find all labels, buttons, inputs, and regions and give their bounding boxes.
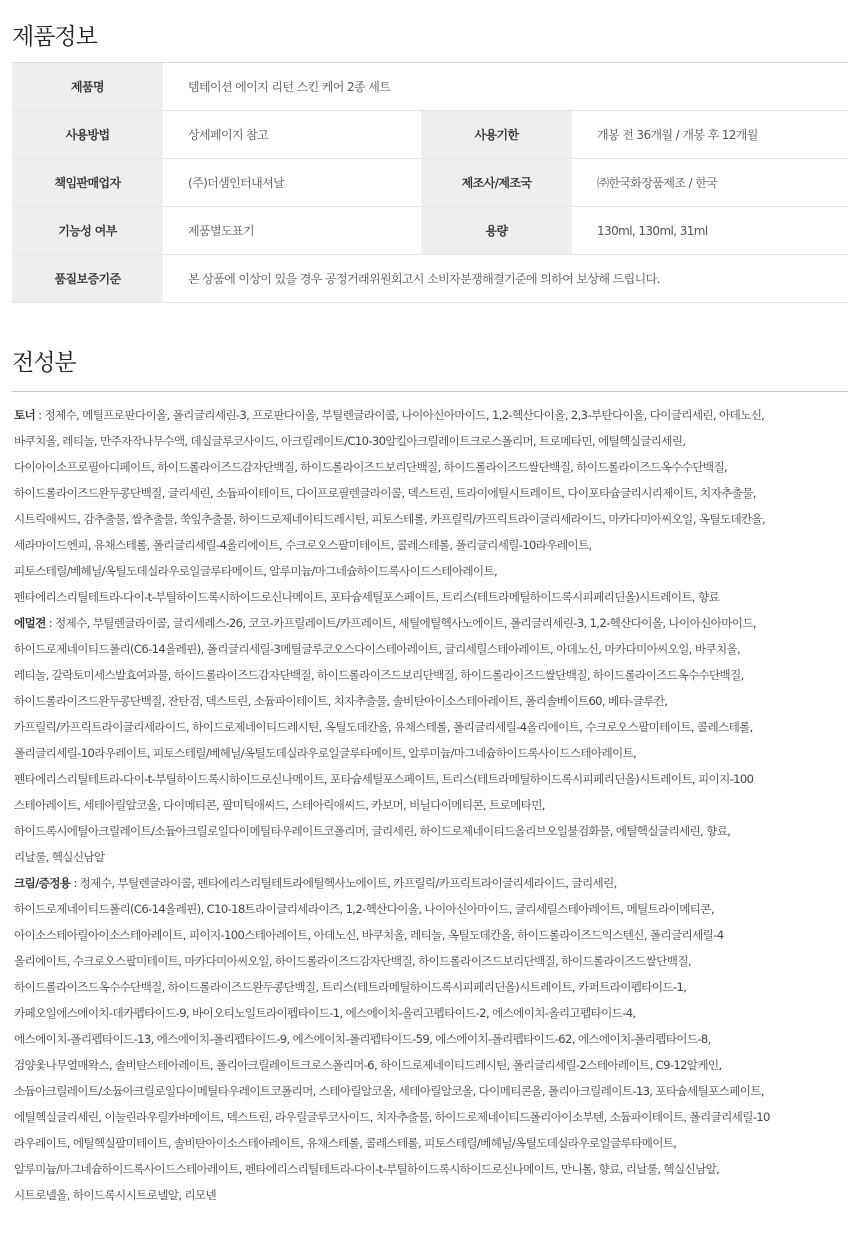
ingredient-text: 정제수, 메틸프로판다이올, 폴리글리세린-3, 프로판다이올, 부틸렌글라이콜, 나이아신아마이드, 1,2-헥산다이올, 2,3-부탄다이올, 다이글리세린, 아데노신, bbox=[44, 408, 765, 422]
value-expiry: 개봉 전 36개월 / 개봉 후 12개월 bbox=[572, 111, 848, 159]
value-manufacturer: ㈜한국화장품제조 / 한국 bbox=[572, 159, 848, 207]
ingredient-text: 하이드롤라이즈드완두콩단백질, 글리세린, 소듐파이테이트, 다이프로필렌글라이콜, 덱스트린, 트라이에틸시트레이트, 다이포타슘글리시리제이트, 치자추출물, bbox=[14, 486, 756, 500]
ingredient-text: 하이드롤라이즈드옥수수단백질, 하이드롤라이즈드완두콩단백질, 트리스(테트라메틸하이드록시피페리딘올)시트레이트, 카퍼트라이펩타이드-1, bbox=[14, 980, 687, 994]
label-usage: 사용방법 bbox=[12, 111, 163, 159]
ingredient-line bbox=[14, 688, 848, 714]
info-row-usage bbox=[12, 111, 848, 159]
ingredient-product-label: 에멀젼 bbox=[14, 616, 46, 630]
ingredient-line bbox=[14, 454, 848, 480]
ingredient-text: 검양옻나무열매왁스, 솔비탄스테아레이트, 폴리아크릴레이트크로스폴리머-6, 하이드로제네이티드레시틴, 폴리글리세릴-2스테아레이트, C9-12알케인, bbox=[14, 1058, 722, 1072]
ingredient-text: 올리에이트, 수크로오스팔미테이트, 마카다미아씨오일, 하이드롤라이즈드감자단백질, 하이드롤라이즈드보리단백질, 하이드롤라이즈드쌀단백질, bbox=[14, 954, 691, 968]
ingredient-text: 에틸헥실글리세린, 이눌린라우릴카바메이트, 덱스트린, 라우릴글루코사이드, 치자추출물, 하이드로제네이티드폴리아이소부텐, 소듐파이테이트, 폴리글리세릴-10 bbox=[14, 1110, 770, 1124]
ingredient-line bbox=[14, 1104, 848, 1130]
ingredient-line: 에멀젼 : 정제수, 부틸렌글라이콜, 글리세레스-26, 코코-카프릴레이트/카프레이트, 세틸에틸헥사노에이트, 폴리글리세린-3, 1,2-헥산다이올, 나이아신아마이드, bbox=[14, 616, 756, 630]
ingredient-text: 아이소스테아릴아이소스테아레이트, 피이지-100스테아레이트, 아데노신, 바쿠치올, 레티놀, 옥틸도데칸올, 하이드롤라이즈드익스텐신, 폴리글리세릴-4 bbox=[14, 928, 724, 942]
ingredients-cream bbox=[14, 870, 848, 1208]
ingredient-line bbox=[14, 532, 848, 558]
ingredient-line bbox=[14, 428, 848, 454]
ingredient-line bbox=[14, 974, 848, 1000]
ingredient-text: 정제수, 부틸렌글라이콜, 펜타에리스리틸테트라에틸헥사노에이트, 카프릴릭/카프릭트라이글리세라이드, 글리세린, bbox=[79, 876, 617, 890]
value-product-name: 템테이션 에이지 리턴 스킨 케어 2종 세트 bbox=[163, 63, 848, 111]
ingredient-line bbox=[14, 766, 848, 792]
ingredient-line bbox=[14, 922, 848, 948]
ingredient-text: 정제수, 부틸렌글라이콜, 글리세레스-26, 코코-카프릴레이트/카프레이트, 세틸에틸헥사노에이트, 폴리글리세린-3, 1,2-헥산다이올, 나이아신아마이드, bbox=[54, 616, 756, 630]
ingredient-line bbox=[14, 948, 848, 974]
info-row-quality bbox=[12, 255, 848, 303]
ingredient-line bbox=[14, 1182, 848, 1208]
ingredient-text: 하이드록시에틸아크릴레이트/소듐아크릴로일다이메틸타우레이트코폴리머, 글리세린, 하이드로제네이티드올리브오일불검화물, 에틸헥실글리세린, 향료, bbox=[14, 824, 731, 838]
ingredient-product-label: 토너 bbox=[14, 408, 36, 422]
value-functional: 제품별도표기 bbox=[163, 207, 421, 255]
ingredient-line bbox=[14, 1000, 848, 1026]
ingredient-line bbox=[14, 480, 848, 506]
ingredient-text: 피토스테릴/베헤닐/옥틸도데실라우로일글루타메이트, 알루미늄/마그네슘하이드록사이드스테아레이트, bbox=[14, 564, 498, 578]
ingredients-toner bbox=[14, 402, 848, 610]
ingredient-line bbox=[14, 740, 848, 766]
value-quality: 본 상품에 이상이 있을 경우 공정거래위원회고시 소비자분쟁해결기준에 의하여 보상해 드립니다. bbox=[163, 255, 848, 303]
label-functional: 기능성 여부 bbox=[12, 207, 163, 255]
ingredient-text: 리날룰, 헥실신남알 bbox=[14, 850, 105, 864]
label-product-name: 제품명 bbox=[12, 63, 163, 111]
ingredient-text: 폴리글리세릴-10라우레이트, 피토스테릴/베헤닐/옥틸도데실라우로일글루타메이트, 알루미늄/마그네슘하이드록사이드스테아레이트, bbox=[14, 746, 637, 760]
label-quality: 품질보증기준 bbox=[12, 255, 163, 303]
ingredient-text: 카프릴릭/카프릭트라이글리세라이드, 하이드로제네이티드레시틴, 옥틸도데칸올, 유채스테롤, 폴리글리세릴-4올리에이트, 수크로오스팔미테이트, 콜레스테롤, bbox=[14, 720, 753, 734]
info-row-seller bbox=[12, 159, 848, 207]
ingredient-text: 스테아레이트, 세테아릴알코올, 다이메티콘, 팔미틱애씨드, 스테아릭애씨드, 카보머, 비닐다이메티콘, 트로메타민, bbox=[14, 798, 545, 812]
ingredient-text: 라우레이트, 에틸헥실팔미테이트, 솔비탄아이소스테아레이트, 유채스테롤, 콜레스테롤, 피토스테릴/베헤닐/옥틸도데실라우로일글루타메이트, bbox=[14, 1136, 677, 1150]
value-seller: (주)더샘인터내셔날 bbox=[163, 159, 421, 207]
ingredient-text: 소듐아크릴레이트/소듐아크릴로일다이메틸타우레이트코폴리머, 스테아릴알코올, 세테아릴알코올, 다이메티콘올, 폴리아크릴레이트-13, 포타슘세틸포스페이트, bbox=[14, 1084, 764, 1098]
ingredients-list bbox=[14, 402, 848, 1208]
ingredient-line bbox=[14, 1052, 848, 1078]
ingredient-line bbox=[14, 1026, 848, 1052]
ingredient-text: 시트릭애씨드, 감추출물, 쌀추출물, 쑥잎추출물, 하이드로제네이티드레시틴, 피토스테롤, 카프릴릭/카프릭트라이글리세라이드, 마카다미아씨오일, 옥틸도데칸올, bbox=[14, 512, 766, 526]
ingredient-text: 카페오일에스에이치-데카펩타이드-9, 바이오티노일트라이펩타이드-1, 에스에이치-올리고펩타이드-2, 에스에이치-올리고펩타이드-4, bbox=[14, 1006, 636, 1020]
ingredient-line bbox=[14, 636, 848, 662]
ingredient-line bbox=[14, 662, 848, 688]
ingredients-emulsion bbox=[14, 610, 848, 870]
ingredient-line bbox=[14, 1156, 848, 1182]
ingredient-line bbox=[14, 506, 848, 532]
ingredient-text: 레티놀, 갈락토미세스발효여과물, 하이드롤라이즈드감자단백질, 하이드롤라이즈드보리단백질, 하이드롤라이즈드쌀단백질, 하이드롤라이즈드옥수수단백질, bbox=[14, 668, 744, 682]
info-row-functional bbox=[12, 207, 848, 255]
ingredient-text: 다이아이소프로필아디페이트, 하이드롤라이즈드감자단백질, 하이드롤라이즈드보리단백질, 하이드롤라이즈드쌀단백질, 하이드롤라이즈드옥수수단백질, bbox=[14, 460, 728, 474]
ingredient-text: 시트로넬올, 하이드록시시트로넬알, 리모넨 bbox=[14, 1188, 217, 1202]
label-expiry: 사용기한 bbox=[421, 111, 572, 159]
ingredient-line: 토너 : 정제수, 메틸프로판다이올, 폴리글리세린-3, 프로판다이올, 부틸렌글라이콜, 나이아신아마이드, 1,2-헥산다이올, 2,3-부탄다이올, 다이글리세린, 아데노신, bbox=[14, 408, 765, 422]
ingredient-text: 하이드로제네이티드폴리(C6-14올레핀), C10-18트라이글리세라이즈, 1,2-헥산다이올, 나이아신아마이드, 글리세릴스테아레이트, 메틸트라이메티콘, bbox=[14, 902, 714, 916]
ingredient-text: 펜타에리스리틸테트라-다이-t-부틸하이드록시하이드로신나메이트, 포타슘세틸포스페이트, 트리스(테트라메틸하이드록시피페리딘올)시트레이트, 피이지-100 bbox=[14, 772, 754, 786]
label-manufacturer: 제조사/제조국 bbox=[421, 159, 572, 207]
ingredient-text: 알루미늄/마그네슘하이드록사이드스테아레이트, 펜타에리스리틸테트라-다이-t-부틸하이드록시하이드로신나메이트, 만니톨, 향료, 리날룰, 헥실신남알, bbox=[14, 1162, 720, 1176]
ingredient-line bbox=[14, 714, 848, 740]
label-volume: 용량 bbox=[421, 207, 572, 255]
ingredient-line bbox=[14, 1130, 848, 1156]
ingredient-text: 펜타에리스리틸테트라-다이-t-부틸하이드록시하이드로신나메이트, 포타슘세틸포스페이트, 트리스(테트라메틸하이드록시피페리딘올)시트레이트, 향료 bbox=[14, 590, 720, 604]
ingredients-divider bbox=[12, 391, 848, 392]
ingredients-heading: 전성분 bbox=[12, 350, 76, 376]
ingredient-line bbox=[14, 584, 848, 610]
ingredient-line bbox=[14, 896, 848, 922]
value-usage: 상세페이지 참고 bbox=[163, 111, 421, 159]
ingredient-line bbox=[14, 844, 848, 870]
ingredient-text: 바쿠치올, 레티놀, 만주자작나무수액, 데실글루코사이드, 아크릴레이트/C10-30알킬아크릴레이트크로스폴리머, 트로메타민, 에틸헥실글리세린, bbox=[14, 434, 686, 448]
value-volume: 130ml, 130ml, 31ml bbox=[572, 207, 848, 255]
product-info-heading: 제품정보 bbox=[12, 24, 97, 50]
ingredient-text: 에스에이치-폴리펩타이드-13, 에스에이치-폴리펩타이드-9, 에스에이치-폴리펩타이드-59, 에스에이치-폴리펩타이드-62, 에스에이치-폴리펩타이드-8, bbox=[14, 1032, 711, 1046]
product-info-table bbox=[12, 62, 848, 303]
ingredient-text: 하이드롤라이즈드완두콩단백질, 잔탄검, 덱스트린, 소듐파이테이트, 치자추출물, 솔비탄아이소스테아레이트, 폴리솔베이트60, 베타-글루칸, bbox=[14, 694, 668, 708]
ingredient-text: 하이드로제네이티드폴리(C6-14올레핀), 폴리글리세릴-3메틸글루코오스다이스테아레이트, 글리세릴스테아레이트, 아데노신, 마카다미아씨오일, 바쿠치올, bbox=[14, 642, 741, 656]
ingredient-line bbox=[14, 1078, 848, 1104]
label-seller: 책임판매업자 bbox=[12, 159, 163, 207]
ingredient-line bbox=[14, 558, 848, 584]
ingredient-line bbox=[14, 792, 848, 818]
ingredient-text: 세라마이드엔피, 유채스테롤, 폴리글리세릴-4올리에이트, 수크로오스팔미테이트, 콜레스테롤, 폴리글리세릴-10라우레이트, bbox=[14, 538, 592, 552]
ingredient-line: 크림/증정용 : 정제수, 부틸렌글라이콜, 펜타에리스리틸테트라에틸헥사노에이트, 카프릴릭/카프릭트라이글리세라이드, 글리세린, bbox=[14, 876, 617, 890]
ingredient-line bbox=[14, 818, 848, 844]
info-row-product-name bbox=[12, 63, 848, 111]
ingredient-product-label: 크림/증정용 bbox=[14, 876, 71, 890]
